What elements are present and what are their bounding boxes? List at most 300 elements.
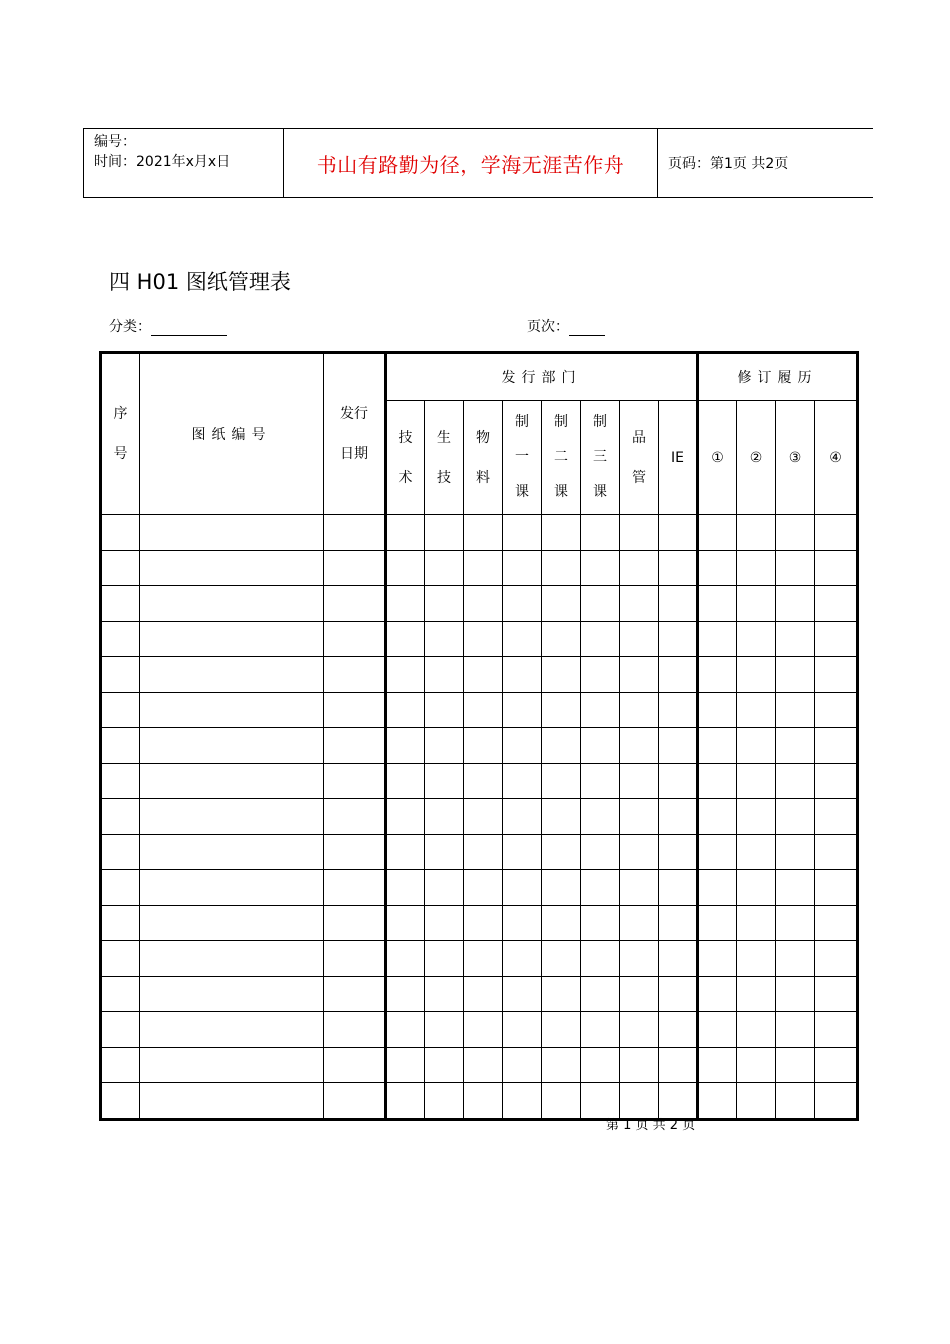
table-cell[interactable] [620,976,659,1012]
table-cell[interactable] [542,1012,581,1048]
page-count-field [527,316,605,336]
dept-col-char: 课 [554,484,568,500]
header-row-1 [101,353,858,401]
table-cell[interactable] [464,1083,503,1120]
table-cell[interactable] [324,834,386,870]
table-cell[interactable] [101,1012,140,1048]
table-row [101,550,858,586]
table-cell[interactable] [542,692,581,728]
header-meta-cell [83,129,284,197]
table-cell[interactable] [101,586,140,622]
table-cell[interactable] [140,799,324,835]
table-cell[interactable] [464,550,503,586]
table-cell[interactable] [542,763,581,799]
table-cell[interactable] [737,941,776,977]
table-cell[interactable] [503,905,542,941]
table-cell[interactable] [620,728,659,764]
dept-col-char: 一 [515,449,529,465]
table-cell[interactable] [776,586,815,622]
table-cell[interactable] [140,1083,324,1120]
table-cell[interactable] [324,941,386,977]
table-cell[interactable] [101,1083,140,1120]
table-cell[interactable] [425,692,464,728]
table-cell[interactable] [425,834,464,870]
table-cell[interactable] [698,905,737,941]
table-cell[interactable] [386,1083,425,1120]
dept-group-header [386,353,698,401]
revision-col-header: ① [698,401,737,515]
table-cell[interactable] [324,621,386,657]
table-cell[interactable] [101,1047,140,1083]
table-cell[interactable] [815,834,858,870]
table-cell[interactable] [140,763,324,799]
table-cell[interactable] [659,799,698,835]
table-cell[interactable] [503,621,542,657]
table-cell[interactable] [464,692,503,728]
table-cell[interactable] [815,976,858,1012]
table-cell[interactable] [737,728,776,764]
table-cell[interactable] [659,763,698,799]
table-cell[interactable] [581,870,620,906]
table-row [101,1047,858,1083]
table-cell[interactable] [140,870,324,906]
table-cell[interactable] [503,870,542,906]
table-cell[interactable] [386,763,425,799]
table-cell[interactable] [698,941,737,977]
table-cell[interactable] [386,621,425,657]
table-cell[interactable] [324,976,386,1012]
table-cell[interactable] [324,1047,386,1083]
table-cell[interactable] [620,692,659,728]
table-cell[interactable] [776,799,815,835]
table-cell[interactable] [101,621,140,657]
table-cell[interactable] [425,657,464,693]
table-cell[interactable] [698,586,737,622]
table-cell[interactable] [815,905,858,941]
table-cell[interactable] [776,1083,815,1120]
table-cell[interactable] [140,1047,324,1083]
table-cell[interactable] [386,728,425,764]
category-field [109,316,227,336]
table-cell[interactable] [737,692,776,728]
table-cell[interactable] [815,586,858,622]
table-cell[interactable] [776,550,815,586]
table-cell[interactable] [140,692,324,728]
table-cell[interactable] [324,515,386,551]
table-cell[interactable] [815,515,858,551]
table-cell[interactable] [542,586,581,622]
table-cell[interactable] [464,976,503,1012]
table-cell[interactable] [659,515,698,551]
table-cell[interactable] [542,941,581,977]
table-cell[interactable] [776,834,815,870]
table-cell[interactable] [464,763,503,799]
revision-col-header: ④ [815,401,858,515]
table-cell[interactable] [815,550,858,586]
table-cell[interactable] [386,870,425,906]
table-cell[interactable] [815,763,858,799]
dept-col-char: 技 [437,469,451,486]
table-cell[interactable] [324,657,386,693]
table-cell[interactable] [503,1047,542,1083]
table-cell[interactable] [503,1012,542,1048]
table-cell[interactable] [464,870,503,906]
table-cell[interactable] [815,941,858,977]
table-cell[interactable] [425,621,464,657]
table-cell[interactable] [464,834,503,870]
table-cell[interactable] [101,728,140,764]
table-cell[interactable] [386,976,425,1012]
table-cell[interactable] [101,834,140,870]
table-cell[interactable] [659,621,698,657]
table-cell[interactable] [503,1083,542,1120]
table-cell[interactable] [425,870,464,906]
table-cell[interactable] [581,621,620,657]
table-cell[interactable] [581,1012,620,1048]
table-cell[interactable] [503,657,542,693]
table-cell[interactable] [386,905,425,941]
table-cell[interactable] [737,1083,776,1120]
dept-col-header [581,401,620,515]
table-cell[interactable] [324,1083,386,1120]
table-cell[interactable] [425,550,464,586]
table-cell[interactable] [140,586,324,622]
table-cell[interactable] [659,870,698,906]
table-cell[interactable] [620,905,659,941]
table-cell[interactable] [464,799,503,835]
slogan-text: 书山有路勤为径，学海无涯苦作舟 [316,152,625,177]
table-cell[interactable] [620,1012,659,1048]
table-cell[interactable] [659,728,698,764]
table-cell[interactable] [581,905,620,941]
col-issue-date-line-1: 发行 [340,406,368,422]
table-cell[interactable] [581,515,620,551]
dept-group-label: 发行部门 [501,370,582,386]
dept-col-char: 制 [515,414,529,430]
table-cell[interactable] [698,621,737,657]
table-cell[interactable] [659,941,698,977]
table-cell[interactable] [324,870,386,906]
table-cell[interactable] [620,586,659,622]
table-cell[interactable] [425,941,464,977]
table-cell[interactable] [698,1012,737,1048]
table-cell[interactable] [698,763,737,799]
table-cell[interactable] [386,799,425,835]
dept-col-char: 品 [632,429,646,446]
table-cell[interactable] [776,905,815,941]
table-cell[interactable] [464,1047,503,1083]
table-cell[interactable] [464,586,503,622]
table-cell[interactable] [737,1012,776,1048]
table-cell[interactable] [386,834,425,870]
table-cell[interactable] [101,976,140,1012]
table-cell[interactable] [425,976,464,1012]
table-cell[interactable] [503,692,542,728]
table-cell[interactable] [620,621,659,657]
category-label: 分类： [109,319,151,335]
table-cell[interactable] [659,905,698,941]
table-cell[interactable] [737,586,776,622]
table-cell[interactable] [324,728,386,764]
table-cell[interactable] [542,621,581,657]
table-cell[interactable] [620,834,659,870]
table-row [101,1083,858,1120]
table-cell[interactable] [737,905,776,941]
table-cell[interactable] [425,763,464,799]
table-cell[interactable] [324,550,386,586]
table-cell[interactable] [776,941,815,977]
table-cell[interactable] [698,515,737,551]
table-cell[interactable] [101,657,140,693]
table-cell[interactable] [464,941,503,977]
table-cell[interactable] [464,657,503,693]
table-cell[interactable] [698,799,737,835]
table-cell[interactable] [815,1083,858,1120]
table-cell[interactable] [737,834,776,870]
table-cell[interactable] [542,905,581,941]
table-cell[interactable] [698,976,737,1012]
col-seq-char-2: 号 [113,446,128,462]
table-cell[interactable] [659,976,698,1012]
table-cell[interactable] [386,1047,425,1083]
dept-col-char: 术 [398,469,413,486]
table-cell[interactable] [386,692,425,728]
table-cell[interactable] [324,692,386,728]
table-cell[interactable] [425,1047,464,1083]
table-cell[interactable] [698,728,737,764]
table-cell[interactable] [620,1047,659,1083]
table-cell[interactable] [581,657,620,693]
table-cell[interactable] [776,870,815,906]
table-cell[interactable] [776,1047,815,1083]
table-cell[interactable] [503,550,542,586]
table-cell[interactable] [101,550,140,586]
table-cell[interactable] [581,550,620,586]
table-cell[interactable] [101,515,140,551]
table-cell[interactable] [581,834,620,870]
table-cell[interactable] [542,1083,581,1120]
table-cell[interactable] [140,905,324,941]
table-cell[interactable] [140,1012,324,1048]
table-cell[interactable] [464,728,503,764]
table-cell[interactable] [503,834,542,870]
table-cell[interactable] [815,870,858,906]
table-cell[interactable] [776,692,815,728]
table-cell[interactable] [815,1012,858,1048]
table-cell[interactable] [737,763,776,799]
table-cell[interactable] [140,515,324,551]
table-cell[interactable] [776,1012,815,1048]
table-cell[interactable] [620,799,659,835]
table-cell[interactable] [101,763,140,799]
table-cell[interactable] [737,799,776,835]
table-cell[interactable] [698,550,737,586]
table-cell[interactable] [581,976,620,1012]
number-label: 编号： [94,134,136,150]
drawing-management-table [99,351,859,1121]
table-cell[interactable] [620,870,659,906]
table-cell[interactable] [620,941,659,977]
table-cell[interactable] [659,1047,698,1083]
table-cell[interactable] [503,728,542,764]
table-cell[interactable] [542,834,581,870]
table-cell[interactable] [542,1047,581,1083]
table-cell[interactable] [386,550,425,586]
table-cell[interactable] [101,799,140,835]
table-cell[interactable] [386,586,425,622]
table-cell[interactable] [503,976,542,1012]
table-cell[interactable] [542,870,581,906]
table-cell[interactable] [698,1047,737,1083]
table-cell[interactable] [620,550,659,586]
table-cell[interactable] [815,799,858,835]
table-cell[interactable] [659,657,698,693]
table-cell[interactable] [815,657,858,693]
document-header [83,128,873,198]
table-row [101,1012,858,1048]
table-cell[interactable] [386,1012,425,1048]
table-cell[interactable] [581,586,620,622]
table-cell[interactable] [503,586,542,622]
table-cell[interactable] [737,657,776,693]
table-cell[interactable] [659,1012,698,1048]
table-cell[interactable] [581,763,620,799]
table-cell[interactable] [324,763,386,799]
table-cell[interactable] [324,799,386,835]
table-cell[interactable] [542,976,581,1012]
table-cell[interactable] [698,870,737,906]
table-cell[interactable] [542,515,581,551]
table-cell[interactable] [425,586,464,622]
table-cell[interactable] [464,621,503,657]
table-cell[interactable] [464,515,503,551]
table-cell[interactable] [737,1047,776,1083]
table-cell[interactable] [815,728,858,764]
table-cell[interactable] [140,621,324,657]
table-cell[interactable] [324,1012,386,1048]
table-cell[interactable] [425,728,464,764]
dept-col-header [464,401,503,515]
table-cell[interactable] [503,763,542,799]
dept-col-char: 二 [554,449,568,465]
table-cell[interactable] [620,657,659,693]
table-cell[interactable] [620,763,659,799]
table-cell[interactable] [425,905,464,941]
table-cell[interactable] [140,657,324,693]
table-cell[interactable] [737,515,776,551]
table-cell[interactable] [815,692,858,728]
dept-col-char: 技 [398,429,413,446]
table-cell[interactable] [776,657,815,693]
table-cell[interactable] [776,621,815,657]
table-cell[interactable] [698,834,737,870]
table-row [101,515,858,551]
table-cell[interactable] [386,941,425,977]
table-cell[interactable] [386,515,425,551]
table-cell[interactable] [425,515,464,551]
table-cell[interactable] [101,692,140,728]
dept-col-header [386,401,425,515]
dept-col-char: 管 [632,469,646,486]
table-cell[interactable] [542,657,581,693]
table-cell[interactable] [386,657,425,693]
table-cell[interactable] [101,870,140,906]
table-cell[interactable] [698,692,737,728]
table-cell[interactable] [101,905,140,941]
table-cell[interactable] [101,941,140,977]
table-cell[interactable] [140,941,324,977]
table-cell[interactable] [737,870,776,906]
page-count-blank[interactable] [569,321,605,336]
table-cell[interactable] [542,550,581,586]
table-row [101,799,858,835]
table-cell[interactable] [324,905,386,941]
table-cell[interactable] [324,586,386,622]
table-cell[interactable] [425,1083,464,1120]
table-cell[interactable] [425,1012,464,1048]
table-cell[interactable] [464,1012,503,1048]
table-cell[interactable] [503,515,542,551]
table-row [101,657,858,693]
form-title: 四 H01 图纸管理表 [109,270,291,294]
table-cell[interactable] [542,728,581,764]
table-cell[interactable] [659,550,698,586]
table-row [101,941,858,977]
table-cell[interactable] [581,1047,620,1083]
dept-col-char: 课 [593,484,607,500]
table-cell[interactable] [140,834,324,870]
table-cell[interactable] [815,621,858,657]
table-cell[interactable] [737,621,776,657]
col-issue-date-header [324,353,386,515]
table-cell[interactable] [620,515,659,551]
table-cell[interactable] [737,976,776,1012]
table-cell[interactable] [776,515,815,551]
table-cell[interactable] [140,976,324,1012]
time-label: 时间：2021年x月x日 [94,154,231,170]
table-cell[interactable] [140,728,324,764]
dept-col-header [425,401,464,515]
category-blank[interactable] [151,321,227,336]
table-cell[interactable] [425,799,464,835]
table-cell[interactable] [581,799,620,835]
table-row [101,621,858,657]
table-cell[interactable] [659,834,698,870]
table-cell[interactable] [464,905,503,941]
table-cell[interactable] [776,728,815,764]
table-cell[interactable] [815,1047,858,1083]
col-issue-date-line-2: 日期 [340,446,368,462]
table-cell[interactable] [581,692,620,728]
revision-col-header: ② [737,401,776,515]
dept-col-char: 料 [476,469,490,486]
table-cell[interactable] [503,799,542,835]
table-cell[interactable] [698,657,737,693]
table-cell[interactable] [581,728,620,764]
table-cell[interactable] [698,1083,737,1120]
table-cell[interactable] [776,976,815,1012]
dept-col-char: 三 [593,449,607,465]
table-cell[interactable] [737,550,776,586]
table-cell[interactable] [140,550,324,586]
table-cell[interactable] [659,692,698,728]
table-cell[interactable] [581,941,620,977]
table-cell[interactable] [542,799,581,835]
table-cell[interactable] [503,941,542,977]
table-cell[interactable] [659,586,698,622]
dept-col-header [620,401,659,515]
table-cell[interactable] [776,763,815,799]
